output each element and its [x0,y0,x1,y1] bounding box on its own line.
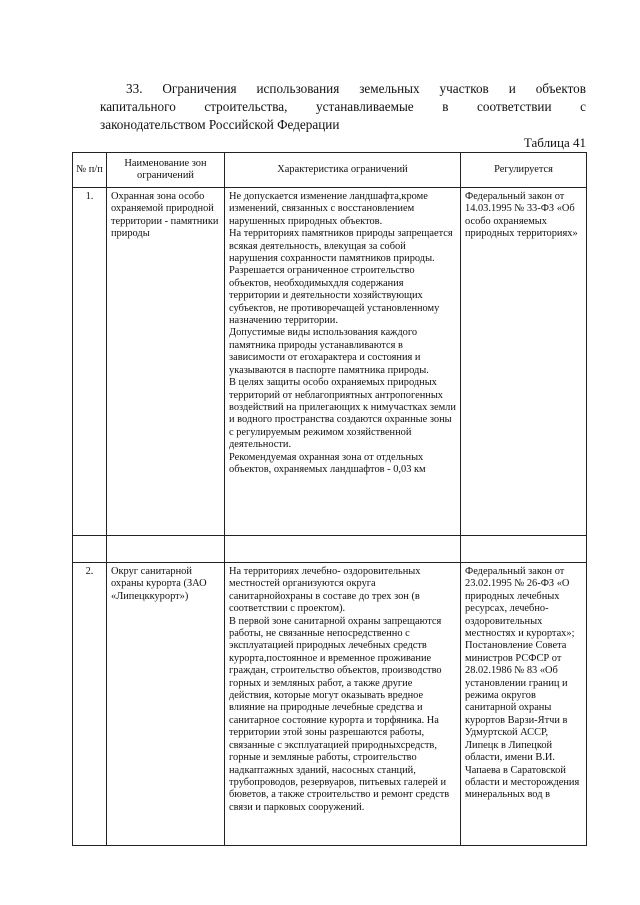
restriction-text [225,188,461,536]
restriction-paragraph: На территориях лечебно- оздоровительных местностей организуются округа санитарнойохраны в составе до трех зон (в соответствии с проектом). [229,566,421,615]
restriction-paragraph: В первой зоне санитарной охраны запрещаются работы, не связанные непосредственно с эксплуатацией природных лечебных средств курорта,постоянное и временное проживание граждан, строительство объектов, производство горных и земляных работ, а также другие действия, которые могут оказывать вредное влияние на природные лечебные средства и санитарное состояние курорта и торфяника. На территории этой зоны разрешаются работы, связанные с эксплуатацией природныхсредств, горные и земляные работы, строительство надкаптажных зданий, насосных станций, трубопроводов, резервуаров, питьевых галерей и бюветов, а также строительство и ремонт средств связи и парковых сооружений. [229,615,450,813]
restriction-text [225,563,461,846]
col-header-name: Наименование зон ограничений [107,153,225,188]
restriction-paragraph: В целях защиты особо охраняемых природных территорий от неблагоприятных антропогенных воздействий на прилегающих к нимучастках земли и водного пространства создаются охранные зоны с регулируемым режимом хозяйственной деятельности. [229,377,456,451]
col-header-num: № п/п [73,153,107,188]
section-heading [100,80,586,134]
table-label: Таблица 41 [523,135,586,150]
regulation-text: Федеральный закон от 23.02.1995 № 26-ФЗ «О природных лечебных ресурсах, лечебно- оздоровительных местностях и курортах»; Постановление Совета министров РСФСР от 28.02.1986 № 83 «Об установлении границ и режима округов санитарной охраны курортов Варзи-Ятчи в Удмуртской АССР, Липецк в Липецкой области, имени В.И. Чапаева в Саратовской области и месторождения минеральных вод в [461,563,587,846]
row-number: 1. [73,188,107,536]
restriction-paragraph: На территориях памятников природы запрещается всякая деятельность, влекущая за собой нарушения сохранности памятников природы. [229,228,453,265]
col-header-reg: Регулируется [461,153,587,188]
restriction-paragraph: Не допускается изменение ландшафта,кроме изменений, связанных с восстановлением нарушенных природных объектов. [229,191,428,227]
col-header-char: Характеристика ограничений [225,153,461,188]
heading-line-2: капитального строительства, устанавливаемые в соответствии с [100,99,586,114]
spacer-row [73,536,587,563]
restriction-paragraph: Допустимые виды использования каждого памятника природы устанавливаются в зависимости от егохарактера и состояния и указываются в паспорте памятника природы. [229,327,429,376]
regulation-text: Федеральный закон от 14.03.1995 № 33-ФЗ «Об особо охраняемых природных территориях» [461,188,587,536]
heading-line-1: 33. Ограничения использования земельных участков и объектов [126,81,586,96]
restriction-paragraph: Разрешается ограниченное строительство объектов, необходимыхдля содержания территории и деятельности хозяйствующих субъектов, не противоречащей установленному назначению территории. [229,265,440,327]
zone-name: Охранная зона особо охраняемой природной территории - памятники природы [107,188,225,536]
zone-name: Округ санитарной охраны курорта (ЗАО «Липецккурорт») [107,563,225,846]
table-row [73,188,587,536]
restrictions-table [72,152,587,846]
table-row [73,563,587,846]
heading-line-3: законодательством Российской Федерации [100,117,340,132]
table-header-row [73,153,587,188]
restriction-paragraph: Рекомендуемая охранная зона от отдельных объектов, охраняемых ландшафтов - 0,03 км [229,451,426,475]
row-number: 2. [73,563,107,846]
